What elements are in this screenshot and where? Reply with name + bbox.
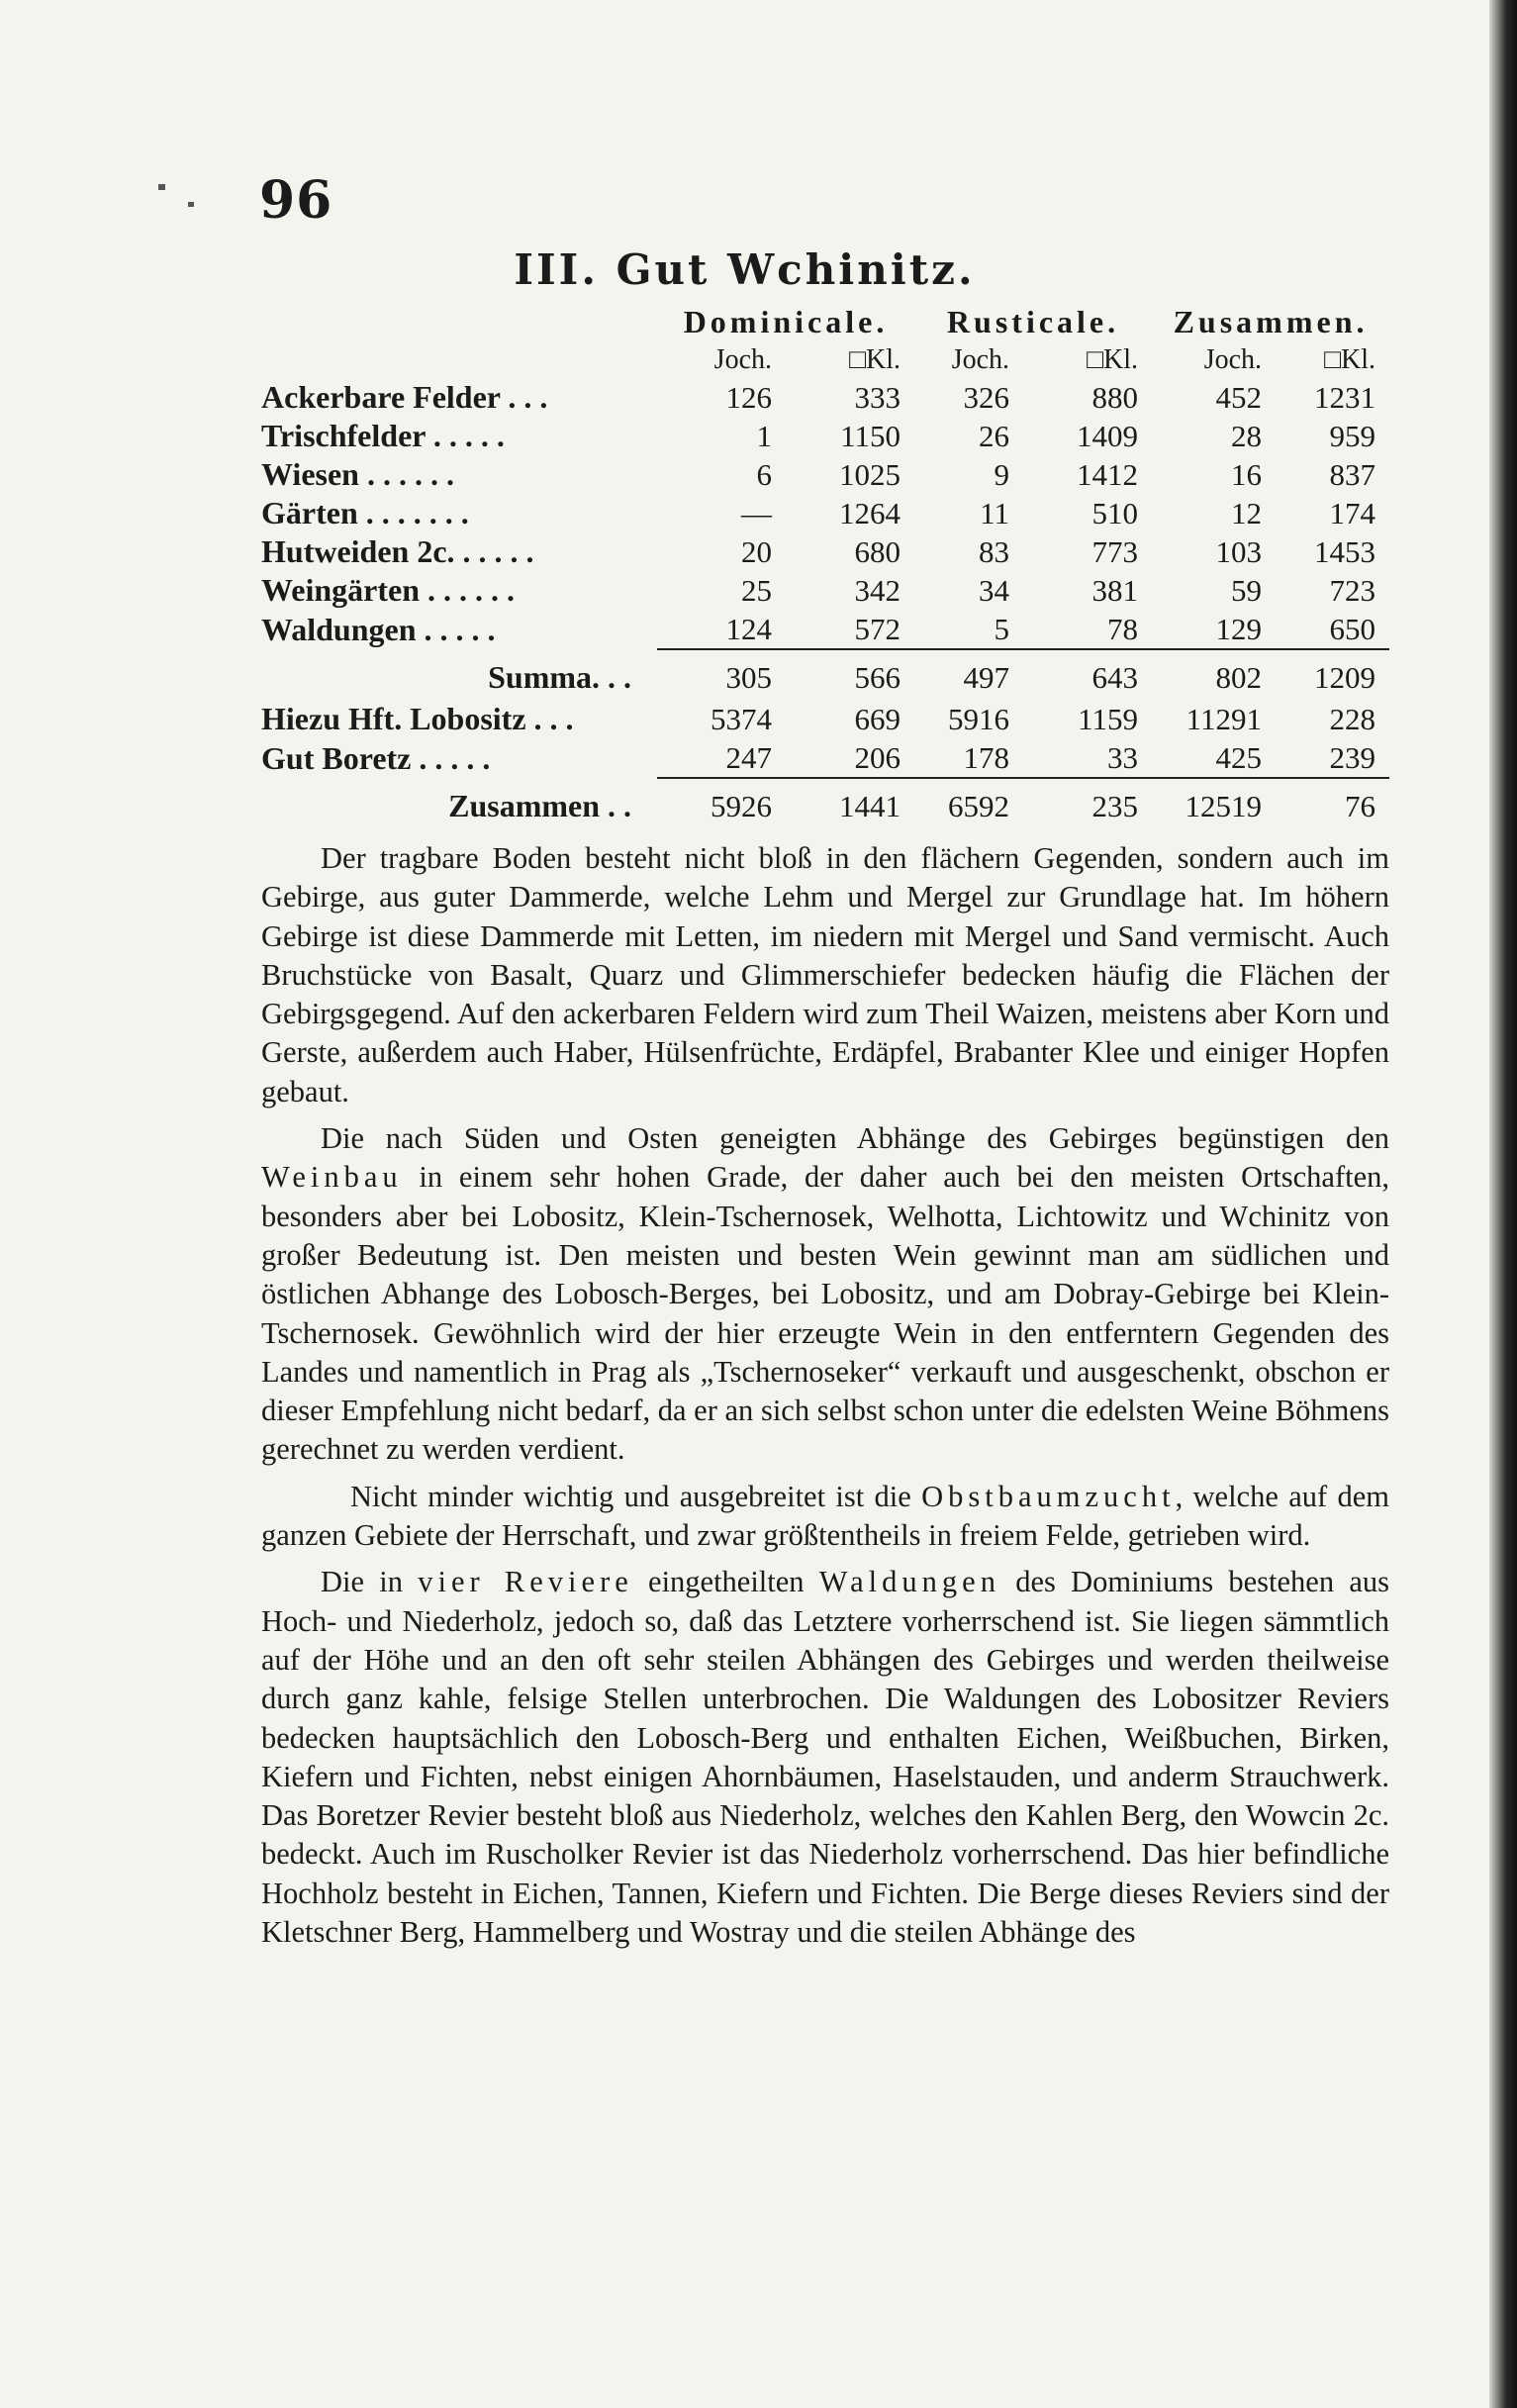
cell: 59 xyxy=(1231,572,1263,608)
cell: 247 xyxy=(725,739,772,775)
cell: 566 xyxy=(786,649,914,700)
cell: 326 xyxy=(963,379,1010,415)
cell: 228 xyxy=(1329,701,1376,736)
group-zusammen: Zusammen. xyxy=(1173,303,1369,339)
section-heading: III. Gut Wchinitz. xyxy=(514,245,976,294)
paragraph-text: in einem sehr hohen Grade, der daher auch bei den meisten Ortschaften, besonders aber bei Lobositz, Klein-Tschernosek, Welhotta, Lichtowitz und Wchinitz von großer Bedeutung ist. Den meisten und besten Wein gewinnt man am südlichen und östlichen Abhange des Lobosch-Berges, bei Lobositz, und am Dobray-Gebirge bei Klein-Tschernosek. Gewöhnlich wird der hier erzeugte Wein in den entferntern Gegenden des Landes und namentlich in Prag als „Tschernoseker“ verkauft und ausgeschenkt, obschon er dieser Empfehlung nicht bedarf, da er an sich selbst schon unter die edelsten Weine Böhmens gerechnet zu werden verdient. xyxy=(261,1160,1389,1467)
spaced-term: Weinbau xyxy=(261,1160,403,1195)
row-label: Gut Boretz . . . . . xyxy=(261,739,491,776)
cell: 11 xyxy=(980,495,1010,530)
cell: 129 xyxy=(1215,611,1263,646)
table-row xyxy=(261,417,1389,455)
row-label: Hutweiden 2c. . . . . . xyxy=(261,533,534,569)
cell: 305 xyxy=(657,649,786,700)
cell: 1159 xyxy=(1078,701,1139,736)
spaced-term: Waldungen xyxy=(818,1565,1000,1599)
row-label: Ackerbare Felder . . . xyxy=(261,379,548,415)
paragraph-soil xyxy=(261,839,1389,1111)
cell: 1 xyxy=(756,418,772,453)
cell: 11291 xyxy=(1185,701,1263,736)
cell: 1209 xyxy=(1276,649,1389,700)
paragraph-text: , welche auf dem ganzen Gebiete der Herrschaft, und zwar größtentheils in freiem Felde, getrieben wird. xyxy=(261,1479,1389,1553)
cell: 25 xyxy=(741,572,772,608)
cell: 643 xyxy=(1023,649,1152,700)
row-label: Gärten . . . . . . . xyxy=(261,495,469,530)
unit-kl: □Kl. xyxy=(1087,344,1139,375)
cell: 28 xyxy=(1231,418,1263,453)
cell: 802 xyxy=(1152,649,1276,700)
unit-joch: Joch. xyxy=(713,344,772,375)
cell: 33 xyxy=(1107,739,1139,775)
table-unit-header xyxy=(261,342,1389,378)
cell: 178 xyxy=(963,739,1010,775)
cell: 124 xyxy=(725,611,772,646)
row-label: Hiezu Hft. Lobositz . . . xyxy=(261,701,574,736)
cell: 6 xyxy=(756,456,772,492)
cell: 452 xyxy=(1215,379,1263,415)
cell: 333 xyxy=(854,379,901,415)
unit-joch: Joch. xyxy=(951,344,1010,375)
row-label: Trischfelder . . . . . xyxy=(261,418,505,453)
table-row xyxy=(261,738,1389,778)
cell: 20 xyxy=(741,533,772,569)
body-text xyxy=(261,839,1389,1952)
page-binding-edge xyxy=(1489,0,1517,2408)
spaced-term: Obstbaumzucht xyxy=(921,1479,1176,1513)
cell: 572 xyxy=(854,611,901,646)
cell: 1025 xyxy=(839,456,901,492)
paragraph-text: Die in xyxy=(321,1565,419,1599)
cell: 510 xyxy=(1091,495,1139,530)
cell: 669 xyxy=(854,701,901,736)
cell: 26 xyxy=(979,418,1010,453)
cell: 1441 xyxy=(786,778,914,828)
cell: 1453 xyxy=(1314,533,1376,569)
row-label: Weingärten . . . . . . xyxy=(261,572,515,608)
group-rusticale: Rusticale. xyxy=(946,303,1120,339)
cell: 174 xyxy=(1329,495,1376,530)
unit-joch: Joch. xyxy=(1203,344,1263,375)
cell: 12 xyxy=(1231,495,1263,530)
page-number: 96 xyxy=(259,170,333,231)
cell: 5926 xyxy=(657,778,786,828)
cell: 381 xyxy=(1091,572,1139,608)
cell: 5374 xyxy=(711,701,772,736)
group-dominicale: Dominicale. xyxy=(683,303,889,339)
cell: 83 xyxy=(979,533,1010,569)
row-label: Wiesen . . . . . . xyxy=(261,456,454,492)
land-statistics-table xyxy=(261,301,1389,828)
unit-kl: □Kl. xyxy=(849,344,901,375)
table-row xyxy=(261,700,1389,738)
cell: 16 xyxy=(1231,456,1263,492)
cell: 78 xyxy=(1107,611,1139,646)
cell: 497 xyxy=(914,649,1023,700)
cell: 34 xyxy=(979,572,1010,608)
cell: 206 xyxy=(854,739,901,775)
paragraph-text: Die nach Süden und Osten geneigten Abhänge des Gebirges begünstigen den xyxy=(321,1121,1389,1156)
paragraph-forests xyxy=(261,1563,1389,1952)
cell: 680 xyxy=(854,533,901,569)
table-row xyxy=(261,455,1389,494)
cell: 1409 xyxy=(1077,418,1139,453)
paragraph-text: Der tragbare Boden besteht nicht bloß in den flächern Gegenden, sondern auch im Gebirge, aus guter Dammerde, welche Lehm und Mergel zur Grundlage hat. Im höhern Gebirge ist diese Dammerde mit Letten, im niedern mit Mergel und Sand vermischt. Auch Bruchstücke von Basalt, Quarz und Glimmerschiefer bedecken häufig die Flächen der Gebirgsgegend. Auf den ackerbaren Feldern wird zum Theil Waizen, meistens aber Korn und Gerste, außerdem auch Haber, Hülsenfrüchte, Erdäpfel, Brabanter Klee und einiger Hopfen gebaut. xyxy=(261,841,1389,1108)
cell: — xyxy=(741,495,772,530)
cell: 723 xyxy=(1329,572,1376,608)
paragraph-text: eingetheilten xyxy=(632,1565,819,1599)
spaced-term: vier Reviere xyxy=(418,1565,633,1599)
cell: 5 xyxy=(994,611,1010,646)
cell: 1231 xyxy=(1314,379,1376,415)
paragraph-text: Nicht minder wichtig und ausgebreitet ist die xyxy=(350,1479,922,1513)
table-row xyxy=(261,378,1389,417)
row-label: Waldungen . . . . . xyxy=(261,611,496,647)
cell: 103 xyxy=(1215,533,1263,569)
cell: 342 xyxy=(854,572,901,608)
cell: 9 xyxy=(994,456,1010,492)
cell: 650 xyxy=(1329,611,1376,646)
unit-kl: □Kl. xyxy=(1324,344,1376,375)
cell: 76 xyxy=(1276,778,1389,828)
cell: 1150 xyxy=(840,418,901,453)
cell: 773 xyxy=(1091,533,1139,569)
cell: 235 xyxy=(1023,778,1152,828)
summa-label: Summa. . . xyxy=(488,659,631,695)
table-row xyxy=(261,610,1389,649)
zusammen-row xyxy=(261,778,1389,828)
summa-row xyxy=(261,649,1389,700)
cell: 6592 xyxy=(914,778,1023,828)
zusammen-label: Zusammen . . xyxy=(448,788,631,823)
cell: 837 xyxy=(1329,456,1376,492)
cell: 1264 xyxy=(839,495,901,530)
cell: 1412 xyxy=(1077,456,1139,492)
cell: 12519 xyxy=(1152,778,1276,828)
paragraph-text: des Dominiums bestehen aus Hoch- und Niederholz, jedoch so, daß das Letztere vorherrschend ist. Sie liegen sämmtlich auf der Höhe und an den oft sehr steilen Abhängen des Gebirges und werden theilweise durch ganz kahle, felsige Stellen unterbrochen. Die Waldungen des Lobositzer Reviers bedecken hauptsächlich den Lobosch-Berg und enthalten Eichen, Weißbuchen, Birken, Kiefern und Fichten, nebst einigen Ahornbäumen, Haselstauden, und anderm Strauchwerk. Das Boretzer Revier besteht bloß aus Niederholz, welches den Kahlen Berg, den Wowcin 2c. bedeckt. Auch im Ruscholker Revier ist das Niederholz vorherrschend. Das hier befindliche Hochholz besteht in Eichen, Tannen, Kiefern und Fichten. Die Berge dieses Reviers sind der Kletschner Berg, Hammelberg und Wostray und die steilen Abhänge des xyxy=(261,1565,1389,1950)
cell: 880 xyxy=(1091,379,1139,415)
ink-speck xyxy=(188,202,194,207)
table-row xyxy=(261,571,1389,610)
cell: 239 xyxy=(1329,739,1376,775)
table-row xyxy=(261,494,1389,532)
cell: 5916 xyxy=(948,701,1010,736)
cell: 126 xyxy=(725,379,772,415)
paragraph-orchards xyxy=(261,1478,1389,1556)
table-group-header xyxy=(261,301,1389,342)
table-row xyxy=(261,532,1389,571)
paragraph-wine xyxy=(261,1119,1389,1470)
cell: 425 xyxy=(1215,739,1263,775)
ink-speck xyxy=(158,184,165,190)
cell: 959 xyxy=(1329,418,1376,453)
